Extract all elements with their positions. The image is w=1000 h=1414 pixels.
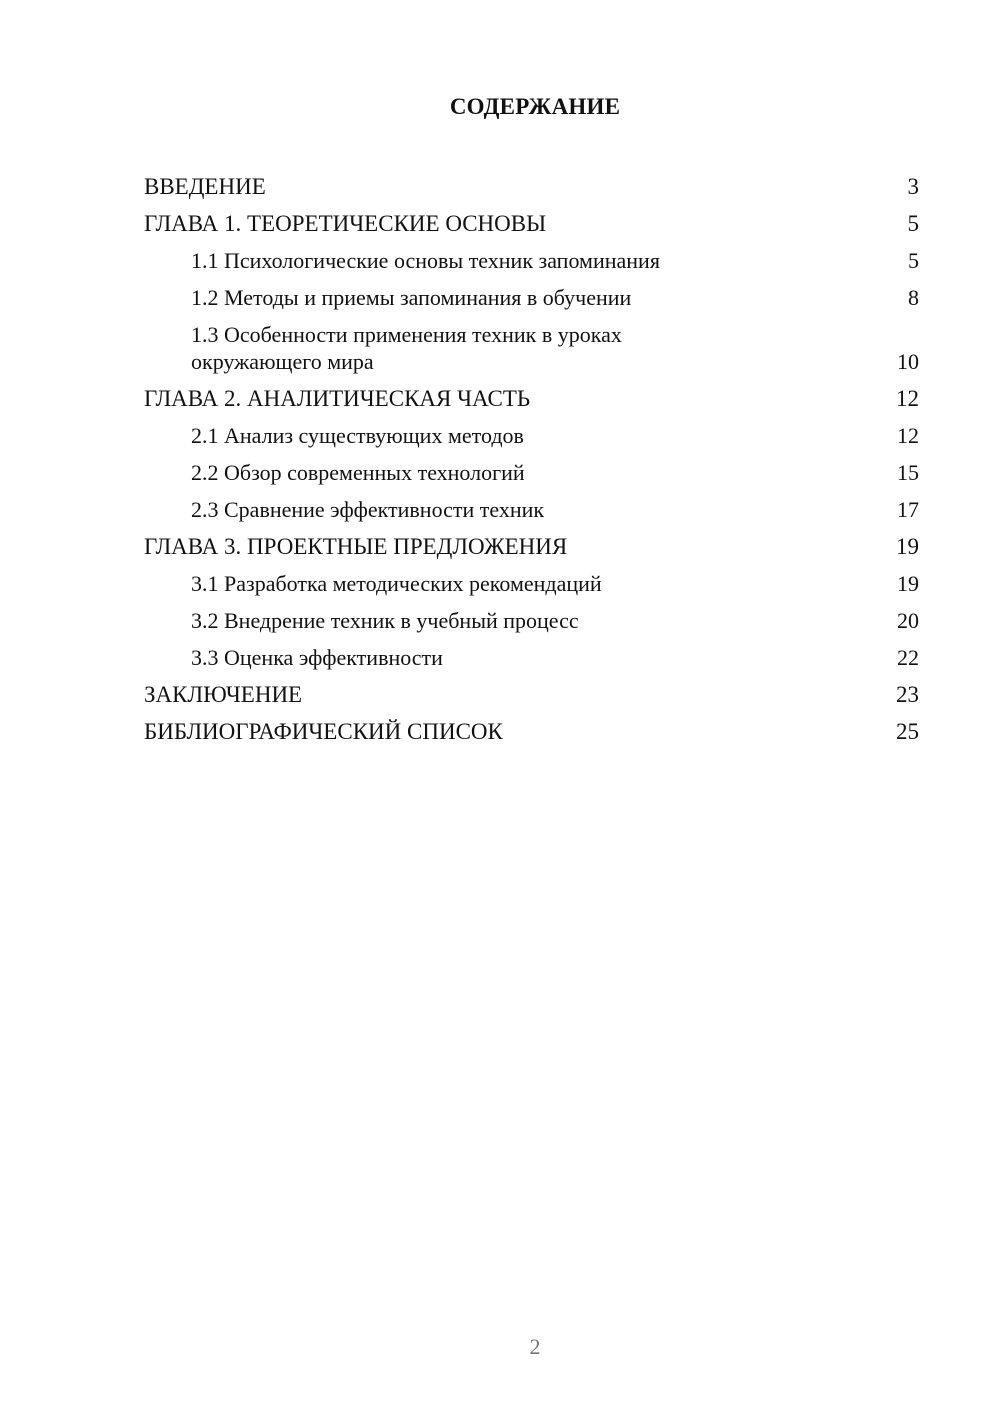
toc-entry-title: 3.3 Оценка эффективности <box>191 645 443 670</box>
toc-entry-page: 10 <box>897 349 919 374</box>
toc-entry-title: 3.2 Внедрение техник в учебный процесс <box>191 608 579 633</box>
toc-entry-title: ЗАКЛЮЧЕНИЕ <box>144 682 303 707</box>
toc-entry-page: 3 <box>907 174 919 199</box>
toc-entry-page: 22 <box>897 645 919 670</box>
toc-entry-section-2-3[interactable] <box>144 491 919 528</box>
toc-entry-section-2-2[interactable] <box>144 454 919 491</box>
toc-entry-chapter-3[interactable] <box>144 528 919 565</box>
toc-entry-page: 20 <box>897 608 919 633</box>
toc-entry-page: 25 <box>896 719 919 744</box>
toc-entry-title: 2.1 Анализ существующих методов <box>191 423 524 448</box>
toc-entry-page: 8 <box>908 285 919 310</box>
toc-entry-introduction[interactable] <box>144 168 919 205</box>
toc-entry-title: 1.2 Методы и приемы запоминания в обучении <box>191 285 632 310</box>
toc-entry-section-3-2[interactable] <box>144 602 919 639</box>
toc-entry-section-3-1[interactable] <box>144 565 919 602</box>
toc-entry-title: 2.2 Обзор современных технологий <box>191 460 525 485</box>
toc-entry-title: 3.1 Разработка методических рекомендаций <box>191 571 602 596</box>
toc-entry-bibliography[interactable] <box>144 713 919 750</box>
toc-entry-page: 17 <box>897 497 919 522</box>
toc-entry-page: 5 <box>907 211 919 236</box>
toc-entry-section-1-2[interactable] <box>144 279 919 316</box>
toc-entry-section-3-3[interactable] <box>144 639 919 676</box>
toc-entry-title: ГЛАВА 1. ТЕОРЕТИЧЕСКИЕ ОСНОВЫ <box>144 211 547 236</box>
toc-entry-title: БИБЛИОГРАФИЧЕСКИЙ СПИСОК <box>144 719 503 744</box>
toc-entry-title: 2.3 Сравнение эффективности техник <box>191 497 545 522</box>
toc-entry-title: ГЛАВА 2. АНАЛИТИЧЕСКАЯ ЧАСТЬ <box>144 386 531 411</box>
toc-entry-page: 5 <box>908 248 919 273</box>
toc-entry-title: 1.3 Особенности применения техник в уроках окружающего мира <box>191 322 622 374</box>
page-number: 2 <box>529 1334 541 1359</box>
toc-entry-section-2-1[interactable] <box>144 417 919 454</box>
page-title: СОДЕРЖАНИЕ <box>449 94 621 119</box>
toc-entry-section-1-1[interactable] <box>144 242 919 279</box>
toc-entry-section-1-3[interactable] <box>144 316 919 380</box>
toc-entry-page: 15 <box>897 460 919 485</box>
toc-entry-page: 19 <box>897 571 919 596</box>
toc-entry-page: 12 <box>896 386 919 411</box>
toc-entry-page: 12 <box>897 423 919 448</box>
toc-entry-title: ВВЕДЕНИЕ <box>144 174 266 199</box>
toc-entry-page: 23 <box>896 682 919 707</box>
toc-entry-page: 19 <box>896 534 919 559</box>
toc-entry-conclusion[interactable] <box>144 676 919 713</box>
toc-entry-chapter-2[interactable] <box>144 380 919 417</box>
toc-entry-title: 1.1 Психологические основы техник запоминания <box>191 248 660 273</box>
table-of-contents <box>144 168 919 750</box>
toc-entry-chapter-1[interactable] <box>144 205 919 242</box>
toc-entry-title: ГЛАВА 3. ПРОЕКТНЫЕ ПРЕДЛОЖЕНИЯ <box>144 534 568 559</box>
